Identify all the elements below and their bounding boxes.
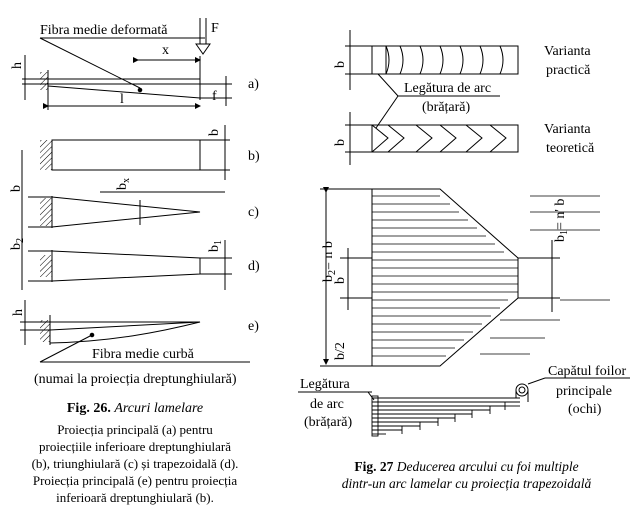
- view-e-label: e): [248, 319, 259, 334]
- dim-b1-label: $b_1$: [207, 240, 224, 252]
- fig26-caption: [0, 400, 270, 506]
- fig27-caption-line2: dintr-un arc lamelar cu proiecția trapezoidală: [341, 476, 592, 491]
- dim-f-label: f: [212, 89, 217, 104]
- dim-h-e-label: h: [11, 309, 26, 316]
- fig26-bottom-label: Fibra medie curbă: [92, 347, 194, 362]
- fig27-b-label-2: b: [333, 139, 348, 146]
- variant2-line2: teoretică: [546, 141, 595, 156]
- fig26-drawing: [9, 18, 260, 387]
- variant1-line2: practică: [546, 63, 591, 78]
- fig26-caption-line3: (b), triunghiulară (c) și trapezoidală (d).: [31, 456, 239, 471]
- eye-line3: (ochi): [568, 402, 602, 417]
- force-label: F: [211, 21, 219, 36]
- fig26-top-label: Fibra medie deformată: [40, 23, 168, 38]
- fig26-caption-line2: proiecțiile inferioare dreptunghiulară: [38, 439, 232, 454]
- eye-line1: Capătul foilor: [548, 364, 627, 379]
- fig26-caption-line5: inferioară dreptunghiulară (b).: [56, 490, 214, 505]
- fig27-drawing: [298, 30, 630, 436]
- view-b-label: b): [248, 149, 260, 164]
- view-c-label: c): [248, 205, 259, 220]
- dim-b-left-label: b: [9, 185, 24, 192]
- clamp1-line2: (brățară): [422, 100, 471, 115]
- fig26-caption-num: Fig. 26.: [66, 401, 111, 416]
- eye-line2: principale: [556, 384, 612, 399]
- fig26-caption-line1: Proiecția principală (a) pentru: [57, 422, 213, 437]
- view-a-label: a): [248, 77, 259, 92]
- clamp1-line1: Legătura de arc: [404, 81, 492, 96]
- clamp2-line2: de arc: [310, 397, 344, 412]
- fig27-b1-label: $b_1= n'$ b: [553, 198, 570, 242]
- variant2-line1: Varianta: [544, 122, 591, 137]
- dim-b2-label: $b_2$: [9, 238, 26, 250]
- fig26-caption-line4: Proiecția principală (e) pentru proiecția: [32, 473, 238, 488]
- dim-b-label-b: b: [207, 129, 222, 136]
- fig27-half-b: b/2: [333, 342, 348, 360]
- fig27-caption-num: Fig. 27: [354, 459, 394, 474]
- fig26-caption-title: Arcuri lamelare: [114, 401, 204, 416]
- fig26-bottom-note: (numai la proiecția dreptunghiulară): [34, 372, 237, 387]
- fig27-b-label-1: b: [333, 61, 348, 68]
- dim-x-label: x: [162, 43, 169, 58]
- fig27-b-label-3: b: [333, 277, 348, 284]
- fig27-caption: [300, 458, 633, 492]
- fig27-caption-line1: Deducerea arcului cu foi multiple: [396, 459, 579, 474]
- clamp2-line3: (brățară): [304, 415, 353, 430]
- variant1-line1: Varianta: [544, 44, 591, 59]
- fig27-b2-label: $b_2= n$ b: [321, 241, 338, 282]
- dim-h-label: h: [10, 62, 25, 69]
- view-d-label: d): [248, 259, 260, 274]
- clamp2-line1: Legătura: [300, 377, 350, 392]
- dim-l-label: l: [120, 92, 124, 107]
- dim-bx-label: $b_x$: [115, 178, 132, 190]
